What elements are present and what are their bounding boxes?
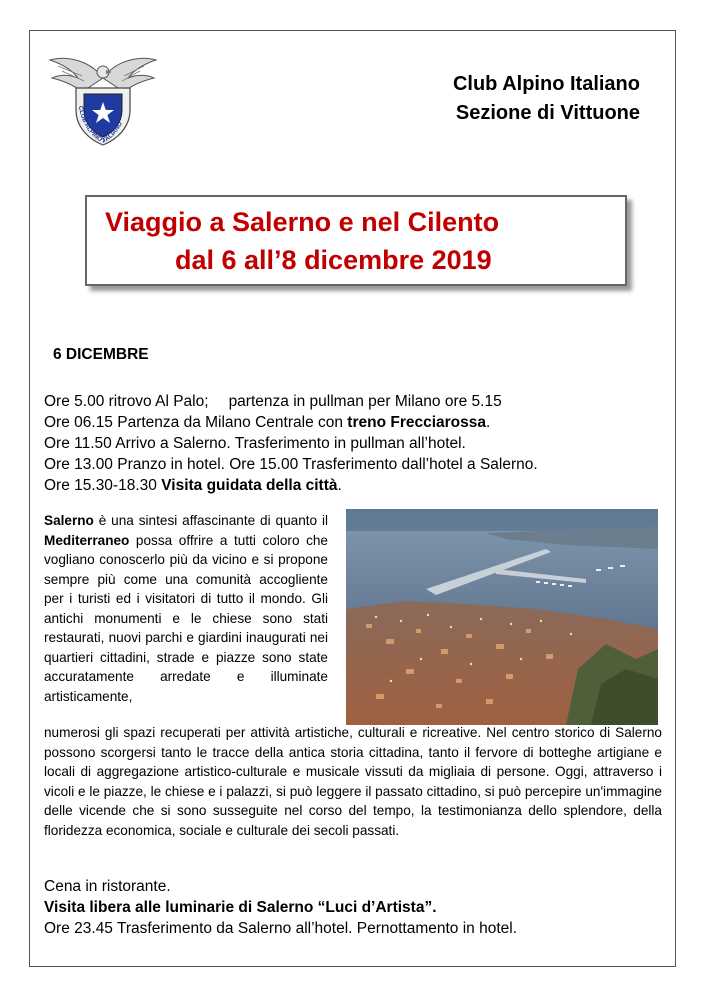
description-text: possa offrire a tutti coloro che vogliano conoscerlo più da vicino e si propone sempre più come una comunità accogliente per i turisti ed i visitatori di tutto il mondo. Gli antichi monumenti e le chiese sono stati restaurati, nuovi parchi e giardini inaugurati nei quartieri cittadini, strade e piazze sono state accuratamente arredate e illuminate artisticamente,	[44, 532, 328, 704]
guided-tour: Visita guidata della città	[161, 477, 338, 494]
club-name	[453, 70, 640, 128]
highlight-mediterraneo: Mediterraneo	[44, 532, 130, 548]
schedule-text: Ore 06.15 Partenza da Milano Centrale con	[44, 414, 348, 431]
title-line2: dal 6 all’8 dicembre 2019	[175, 245, 492, 275]
schedule-text: .	[337, 477, 342, 494]
schedule-line: Ore 13.00 Pranzo in hotel. Ore 15.00 Trasferimento dall’hotel a Salerno.	[44, 456, 538, 473]
description-continuation: numerosi gli spazi recuperati per attività artistiche, culturali e ricreative. Nel centro storico di Salerno possono scorgersi tanto le tracce della antica storia cittadina, tanto il fervore di botteghe artigiane e locali di aggregazione artistico-culturale e musicale vissuti da migliaia di persone. Oggi, attraverso i vicoli e le piazze, le chiese e i palazzi, si può leggere il passato cittadino, si può percepire un'immagine delle vicende che si sono susseguite nel corso del tempo, la testimonianza dello splendore, della floridezza economica, sociale e culturale dei secoli passati.	[44, 725, 662, 838]
highlight-salerno: Salerno	[44, 513, 94, 528]
schedule-text: partenza in pullman per Milano ore 5.15	[228, 393, 502, 410]
schedule-line	[44, 412, 538, 433]
salerno-photo	[346, 509, 658, 725]
luminarie-text: Visita libera alle luminarie di Salerno “Luci d’Artista”.	[44, 899, 437, 916]
dinner-line: Cena in ristorante.	[44, 878, 171, 895]
transfer-line: Ore 23.45 Trasferimento da Salerno all’hotel. Pernottamento in hotel.	[44, 920, 518, 937]
title-box	[85, 195, 627, 286]
description-paragraph	[44, 511, 328, 706]
schedule-line	[44, 475, 538, 496]
schedule-text: .	[486, 414, 491, 431]
day-heading: 6 DICEMBRE	[53, 346, 149, 363]
evening-program	[44, 876, 517, 939]
train-name: treno Frecciarossa	[347, 414, 487, 431]
club-name-line1: Club Alpino Italiano	[452, 73, 640, 95]
schedule-text: Ore 15.30-18.30	[44, 477, 162, 494]
title-line1: Viaggio a Salerno e nel Cilento	[105, 207, 500, 237]
club-name-line2: Sezione di Vittuone	[455, 102, 640, 124]
schedule-line	[44, 391, 538, 412]
svg-text:CLUB ALPINO ITALIANO: CLUB ALPINO ITALIANO	[76, 105, 124, 146]
schedule-text: Ore 5.00 ritrovo Al Palo;	[44, 393, 209, 410]
luminarie-line	[44, 897, 517, 918]
schedule	[44, 391, 538, 496]
cai-logo-icon	[48, 48, 158, 148]
description-text: è una sintesi affascinante di quanto il	[93, 513, 328, 528]
schedule-line: Ore 11.50 Arrivo a Salerno. Trasferimento in pullman all’hotel.	[44, 435, 466, 452]
